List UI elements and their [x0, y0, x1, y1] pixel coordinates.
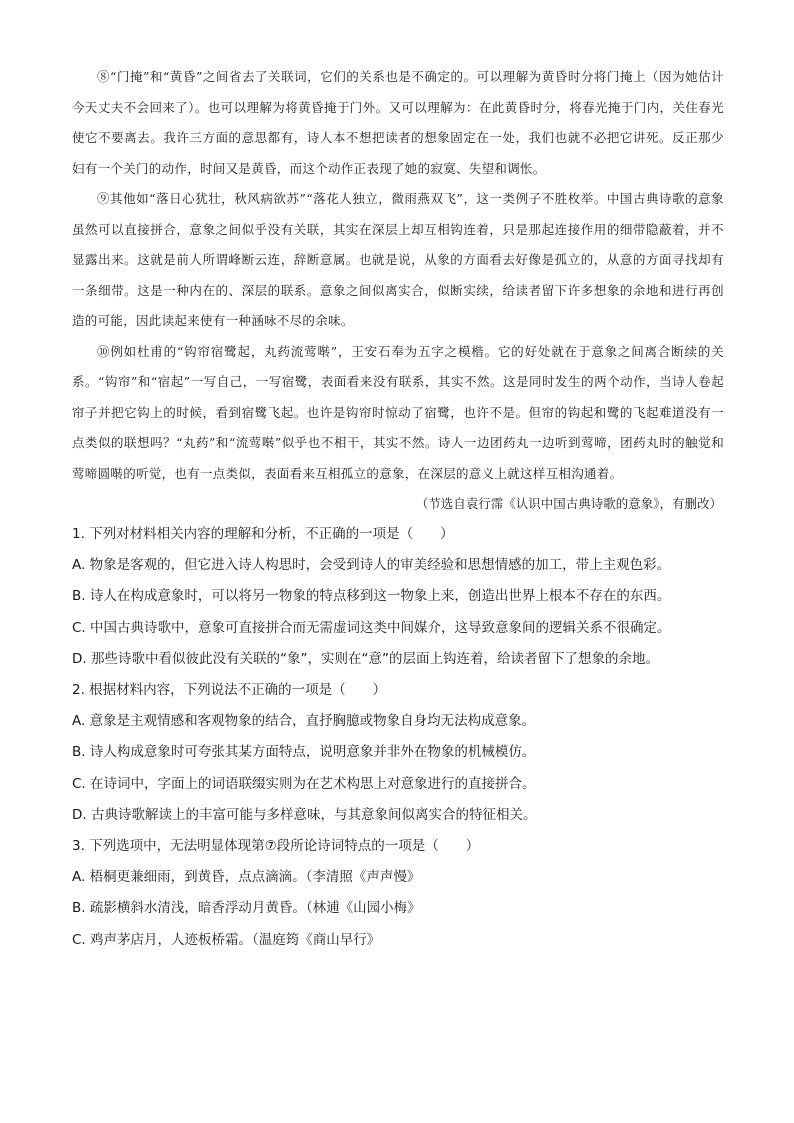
question-3-option-b: B. 疏影横斜水清浅，暗香浮动月黄昏。（林逋《山园小梅》 [72, 900, 421, 917]
question-2-option-c: C. 在诗词中，字面上的词语联缀实则为在艺术构思上对意象进行的直接拼合。 [72, 775, 536, 792]
passage-paragraph-9: ⑨其他如“落日心犹壮，秋风病欲苏”“落花人独立，微雨燕双飞”，这一类例子不胜枚举。中国古典诗歌的意象虽然可以直接拼合，意象之间似乎没有关联，其实在深层上却互相钩连着，只是那起连接作用的细带隐蔽着，并不显露出来。这就是前人所谓峰断云连，辞断意属。也就是说，从象的方面看去好像是孤立的，从意的方面寻找却有一条细带。这是一种内在的、深层的联系。意象之间似离实合，似断实续，给读者留下许多想象的余地和进行再创造的可能，因此读起来使有一种涵咏不尽的余味。 [72, 191, 724, 328]
passage-source: （节选自袁行霈《认识中国古典诗歌的意象》，有删改） [415, 496, 722, 511]
question-2-option-b: B. 诗人构成意象时可夸张其某方面特点，说明意象并非外在物象的机械模仿。 [72, 744, 536, 761]
question-2 [72, 675, 724, 831]
question-3-option-a: A. 梧桐更兼细雨，到黄昏，点点滴滴。（李清照《声声慢》 [72, 869, 421, 886]
question-1-stem: 1. 下列对材料相关内容的理解和分析，不正确的一项是（ ） [72, 526, 454, 542]
question-3-stem: 3. 下列选项中，无法明显体现第⑦段所论诗词特点的一项是（ ） [72, 838, 480, 855]
question-3 [72, 831, 724, 956]
question-1-option-a: A. 物象是客观的，但它进入诗人构思时，会受到诗人的审美经验和思想情感的加工，带上主观色彩。 [72, 557, 671, 574]
question-2-stem: 2. 根据材料内容，下列说法不正确的一项是（ ） [72, 682, 387, 699]
passage-paragraph-8: ⑧“门掩”和“黄昏”之间省去了关联词，它们的关系也是不确定的。可以理解为黄昏时分将门掩上（因为她估计今天丈夫不会回来了）。也可以理解为将黄昏掩于门外。又可以理解为：在此黄昏时分，将春光掩于门内，关住春光使它不要离去。我许三方面的意思都有，诗人本不想把读者的想象固定在一处，我们也就不必把它讲死。反正那少妇有一个关门的动作，时间又是黄昏，而这个动作正表现了她的寂寞、失望和调怅。 [72, 69, 724, 176]
question-2-option-a: A. 意象是主观情感和客观物象的结合，直抒胸臆或物象自身均无法构成意象。 [72, 713, 536, 730]
question-2-option-d: D. 古典诗歌解读上的丰富可能与多样意味，与其意象间似离实合的特征相关。 [72, 806, 537, 823]
question-1-option-d: D. 那些诗歌中看似彼此没有关联的“象”，实则在“意”的层面上钩连着，给读者留下了想象的余地。 [72, 650, 659, 667]
question-3-option-c: C. 鸡声茅店月，人迹板桥霜。（温庭筠《商山早行》 [72, 931, 381, 948]
exam-page [72, 62, 724, 956]
question-1-option-b: B. 诗人在构成意象时，可以将另一物象的特点移到这一物象上来，创造出世界上根本不存在的东西。 [72, 588, 671, 605]
passage-paragraph-10: ⑩例如杜甫的“钩帘宿鹭起，丸药流莺啭”，王安石奉为五字之模楷。它的好处就在于意象之间离合断续的关系。“钩帘”和“宿起”一写自己，一写宿鹭，表面看来没有联系，其实不然。这是同时发生的两个动作，当诗人卷起帘子并把它钩上的时候，看到宿鹭飞起。也许是钩帘时惊动了宿鹭，也许不是。但帘的钩起和鹭的飞起难道没有一点类似的联想吗？“丸药”和“流莺啭”似乎也不相干，其实不然。诗人一边团药丸一边听到莺啼，团药丸时的触觉和莺啼圆啭的听觉，也有一点类似，表面看来互相孤立的意象，在深层的意义上就这样互相沟通着。 [72, 343, 724, 481]
question-1 [72, 519, 724, 675]
question-1-option-c: C. 中国古典诗歌中，意象可直接拼合而无需虚词这类中间媒介，这导致意象间的逻辑关系不很确定。 [72, 619, 671, 636]
